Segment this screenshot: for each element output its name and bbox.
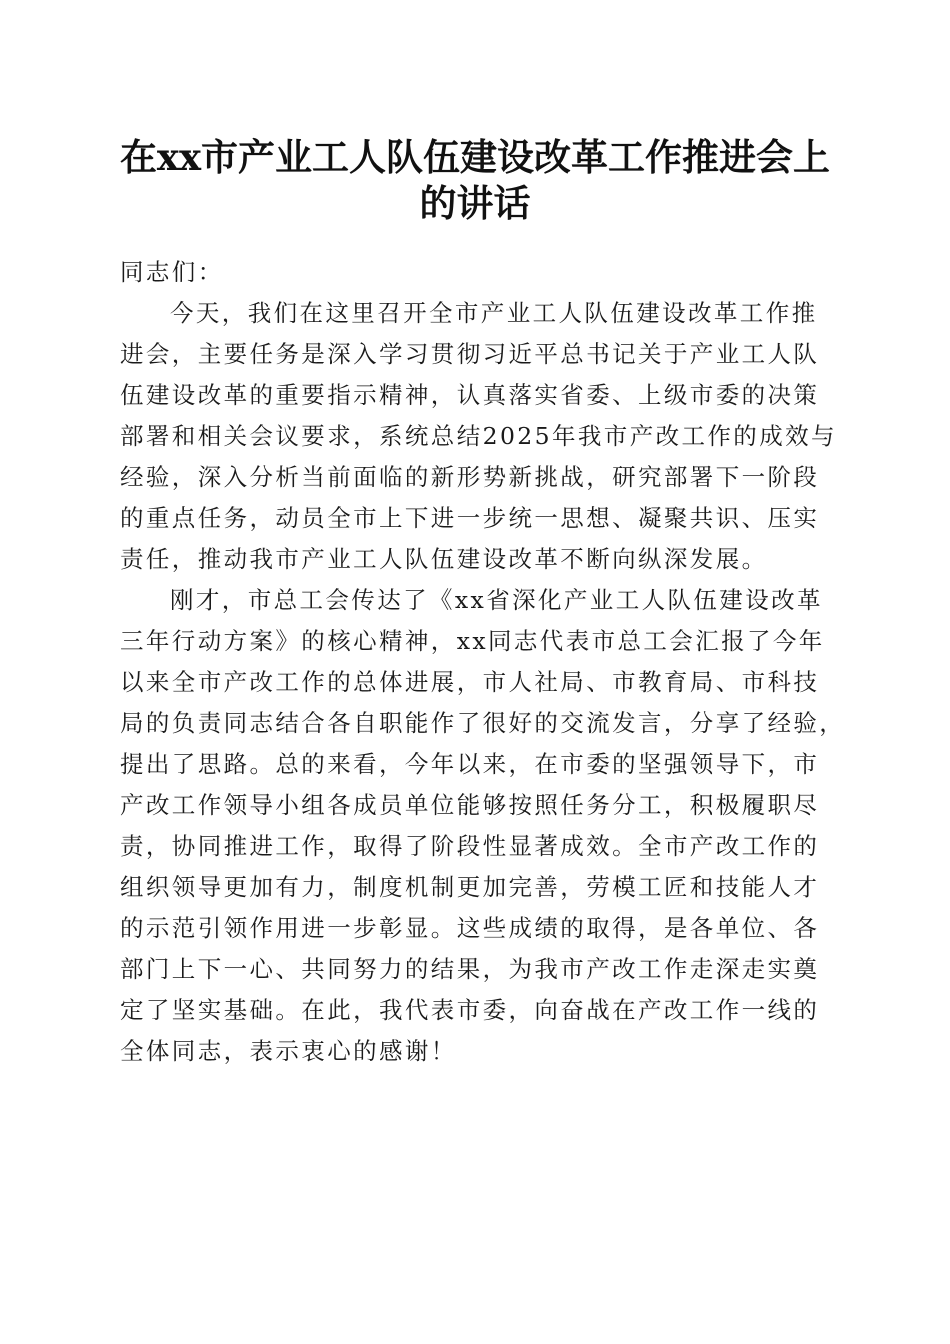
text-line: 今天，我们在这里召开全市产业工人队伍建设改革工作推 <box>170 299 818 327</box>
text-line: 伍建设改革的重要指示精神，认真落实省委、上级市委的决策 <box>120 381 820 409</box>
document-title <box>110 134 840 226</box>
text-line: 部门上下一心、共同努力的结果，为我市产改工作走深走实奠 <box>120 955 820 983</box>
text-line: 定了坚实基础。在此，我代表市委，向奋战在产改工作一线的 <box>120 996 820 1024</box>
title-line: 的讲话 <box>419 181 531 225</box>
document-body <box>120 252 850 1072</box>
text-line: 刚才，市总工会传达了《xx省深化产业工人队伍建设改革 <box>170 586 823 614</box>
salutation: 同志们： <box>120 258 224 286</box>
text-line: 的示范引领作用进一步彰显。这些成绩的取得，是各单位、各 <box>120 914 820 942</box>
text-line: 产改工作领导小组各成员单位能够按照任务分工，积极履职尽 <box>120 791 820 819</box>
text-line: 责任，推动我市产业工人队伍建设改革不断向纵深发展。 <box>120 545 768 573</box>
text-line: 全体同志，表示衷心的感谢！ <box>120 1037 457 1065</box>
paragraph-2 <box>120 580 850 1072</box>
text-line: 经验，深入分析当前面临的新形势新挑战，研究部署下一阶段 <box>120 463 820 491</box>
text-line: 的重点任务，动员全市上下进一步统一思想、凝聚共识、压实 <box>120 504 820 532</box>
title-line: 在xx市产业工人队伍建设改革工作推进会上 <box>119 135 831 179</box>
text-line: 组织领导更加有力，制度机制更加完善，劳模工匠和技能人才 <box>120 873 820 901</box>
text-line: 进会，主要任务是深入学习贯彻习近平总书记关于产业工人队 <box>120 340 820 368</box>
text-line: 三年行动方案》的核心精神，xx同志代表市总工会汇报了今年 <box>120 627 825 655</box>
text-line: 以来全市产改工作的总体进展，市人社局、市教育局、市科技 <box>120 668 820 696</box>
text-line: 提出了思路。总的来看，今年以来，在市委的坚强领导下，市 <box>120 750 820 778</box>
text-line: 局的负责同志结合各自职能作了很好的交流发言，分享了经验， <box>120 709 846 737</box>
text-line: 部署和相关会议要求，系统总结2025年我市产改工作的成效与 <box>120 422 837 450</box>
text-line: 责，协同推进工作，取得了阶段性显著成效。全市产改工作的 <box>120 832 820 860</box>
paragraph-1 <box>120 293 850 580</box>
